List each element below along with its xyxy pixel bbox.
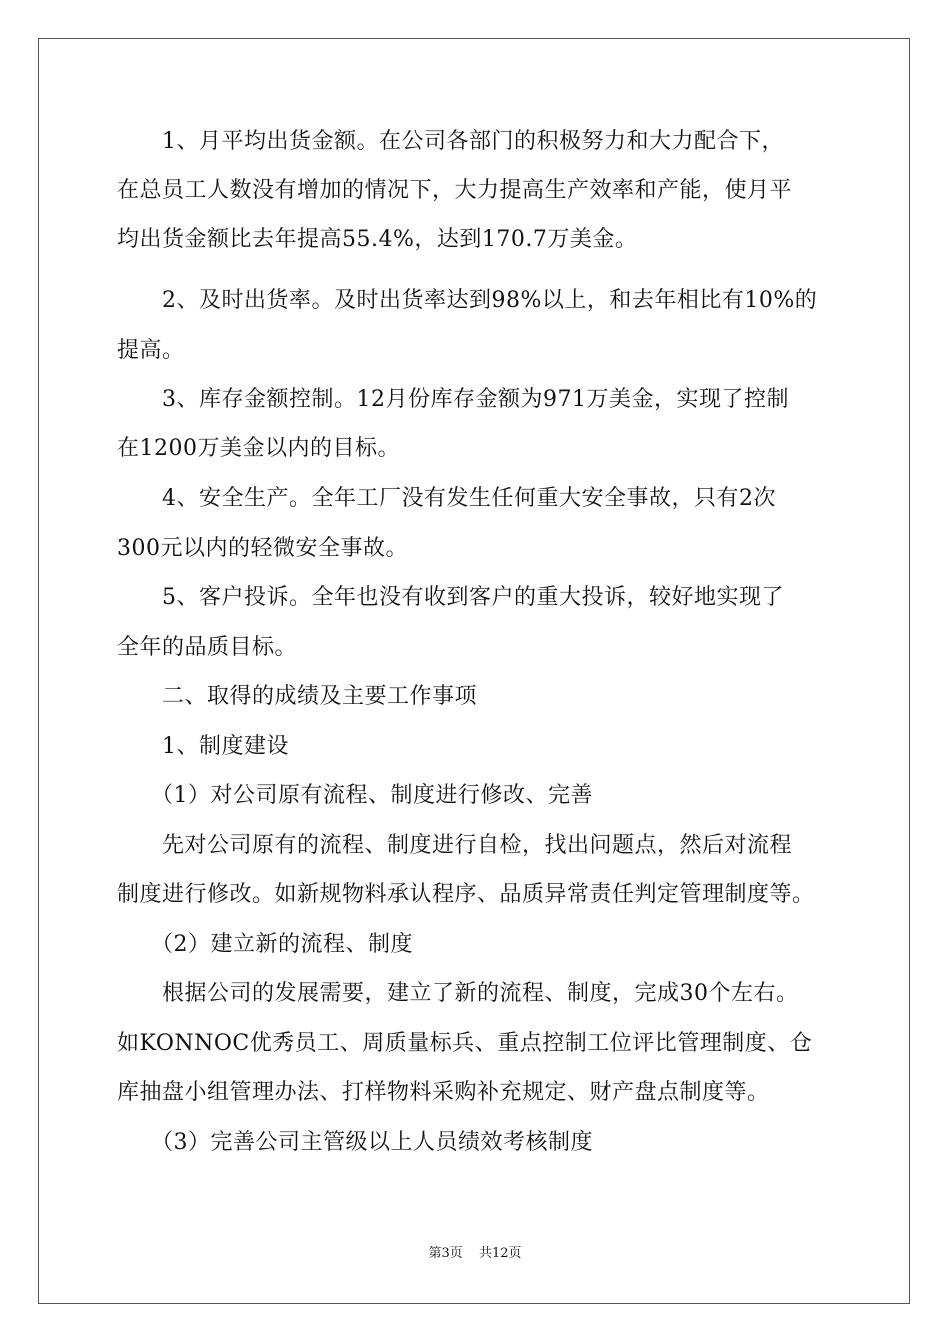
text-line: 先对公司原有的流程、制度进行自检，找出问题点，然后对流程 xyxy=(117,833,793,858)
text-line: 4、安全生产。全年工厂没有发生任何重大安全事故，只有2次 xyxy=(117,486,776,511)
subsection-heading: 1、制度建设 xyxy=(117,734,289,759)
section-heading: 二、取得的成绩及主要工作事项 xyxy=(117,684,478,709)
subsection-heading: （1）对公司原有流程、制度进行修改、完善 xyxy=(117,783,593,808)
text-line: 提高。 xyxy=(117,338,185,363)
text-line: 3、库存金额控制。12月份库存金额为971万美金，实现了控制 xyxy=(117,387,789,412)
text-line: 5、客户投诉。全年也没有收到客户的重大投诉，较好地实现了 xyxy=(117,585,784,610)
subsection-heading: （2）建立新的流程、制度 xyxy=(117,932,413,957)
text-line: 制度进行修改。如新规物料承认程序、品质异常责任判定管理制度等。 xyxy=(117,882,815,907)
text-line: 在总员工人数没有增加的情况下，大力提高生产效率和产能，使月平 xyxy=(117,178,793,203)
text-line: 300元以内的轻微安全事故。 xyxy=(117,536,408,561)
text-line: 根据公司的发展需要，建立了新的流程、制度，完成30个左右。 xyxy=(117,981,799,1006)
text-line: 1、月平均出货金额。在公司各部门的积极努力和大力配合下， xyxy=(117,129,784,154)
subsection-heading: （3）完善公司主管级以上人员绩效考核制度 xyxy=(117,1130,593,1155)
text-line: 在1200万美金以内的目标。 xyxy=(117,436,400,461)
text-line: 均出货金额比去年提高55.4%，达到170.7万美金。 xyxy=(117,227,638,252)
text-line: 库抽盘小组管理办法、打样物料采购补充规定、财产盘点制度等。 xyxy=(117,1080,770,1105)
text-line: 如KONNOC优秀员工、周质量标兵、重点控制工位评比管理制度、仓 xyxy=(117,1031,813,1056)
page-total: 共12页 xyxy=(478,1246,522,1261)
text-line: 2、及时出货率。及时出货率达到98%以上，和去年相比有10%的 xyxy=(117,288,818,313)
page-number: 第3页 xyxy=(428,1246,463,1261)
page-footer xyxy=(0,1245,950,1263)
text-line: 全年的品质目标。 xyxy=(117,635,298,660)
